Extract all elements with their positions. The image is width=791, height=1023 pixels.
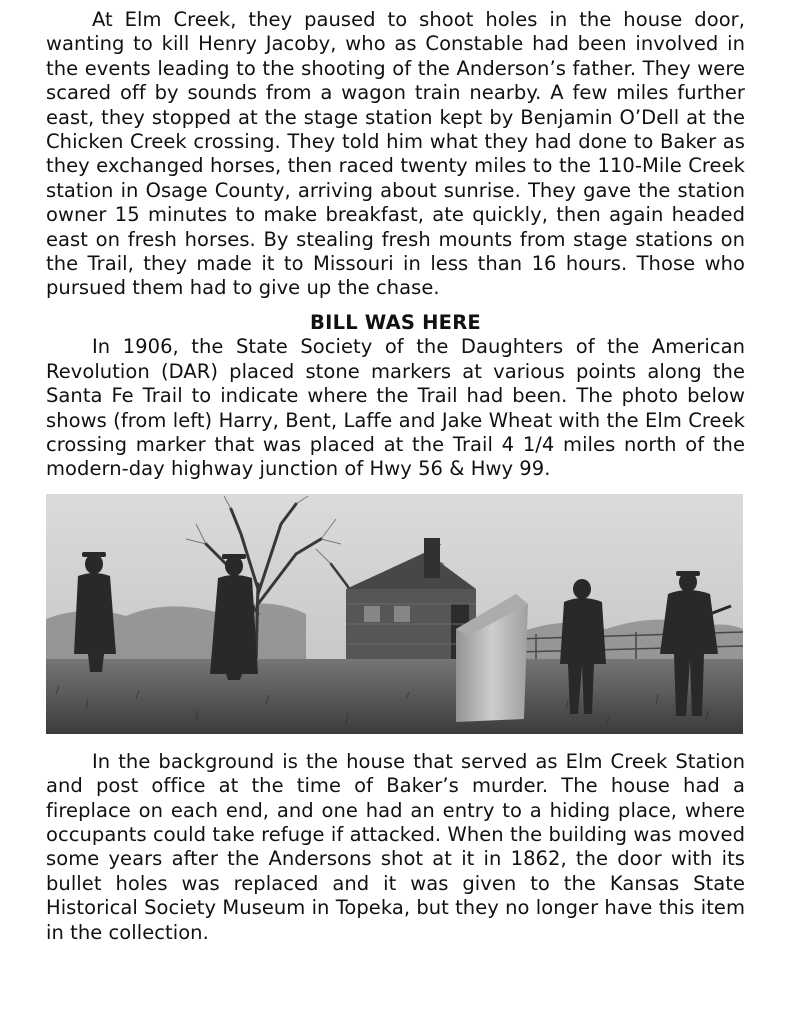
section-heading: BILL WAS HERE (310, 310, 481, 334)
historical-photo (46, 494, 743, 734)
paragraph-elm-creek: At Elm Creek, they paused to shoot holes in the house door, wanting to kill Henry Jacoby, who as Constable had been involved in the events leading to the shooting of the Anderson’s father. They were scared off by sounds from a wagon train nearby. A few miles further east, they stopped at the stage station kept by Benjamin O’Dell at the Chicken Creek crossing. They told him what they had done to Baker as they exchanged horses, then raced twenty miles to the 110-Mile Creek station in Osage County, arriving about sunrise. They gave the station owner 15 minutes to make breakfast, ate quickly, then again headed east on fresh horses. By stealing fresh mounts from stage stations on the Trail, they made it to Missouri in less than 16 hours. Those who pursued them had to give up the chase. (46, 8, 745, 300)
document-page (46, 8, 745, 945)
paragraph-dar-markers: In 1906, the State Society of the Daughters of the American Revolution (DAR) placed stone markers at various points along the Santa Fe Trail to indicate where the Trail had been. The photo below shows (from left) Harry, Bent, Laffe and Jake Wheat with the Elm Creek crossing marker that was placed at the Trail 4 1/4 miles north of the modern-day highway junction of Hwy 56 & Hwy 99. (46, 335, 745, 481)
paragraph-elm-creek-station: In the background is the house that served as Elm Creek Station and post office at the time of Baker’s murder. The house had a fireplace on each end, and one had an entry to a hiding place, where occupants could take refuge if attacked. When the building was moved some years after the Andersons shot at it in 1862, the door with its bullet holes was replaced and it was given to the Kansas State Historical Society Museum in Topeka, but they no longer have this item in the collection. (46, 749, 745, 944)
photo-elm-creek-marker (46, 494, 743, 734)
